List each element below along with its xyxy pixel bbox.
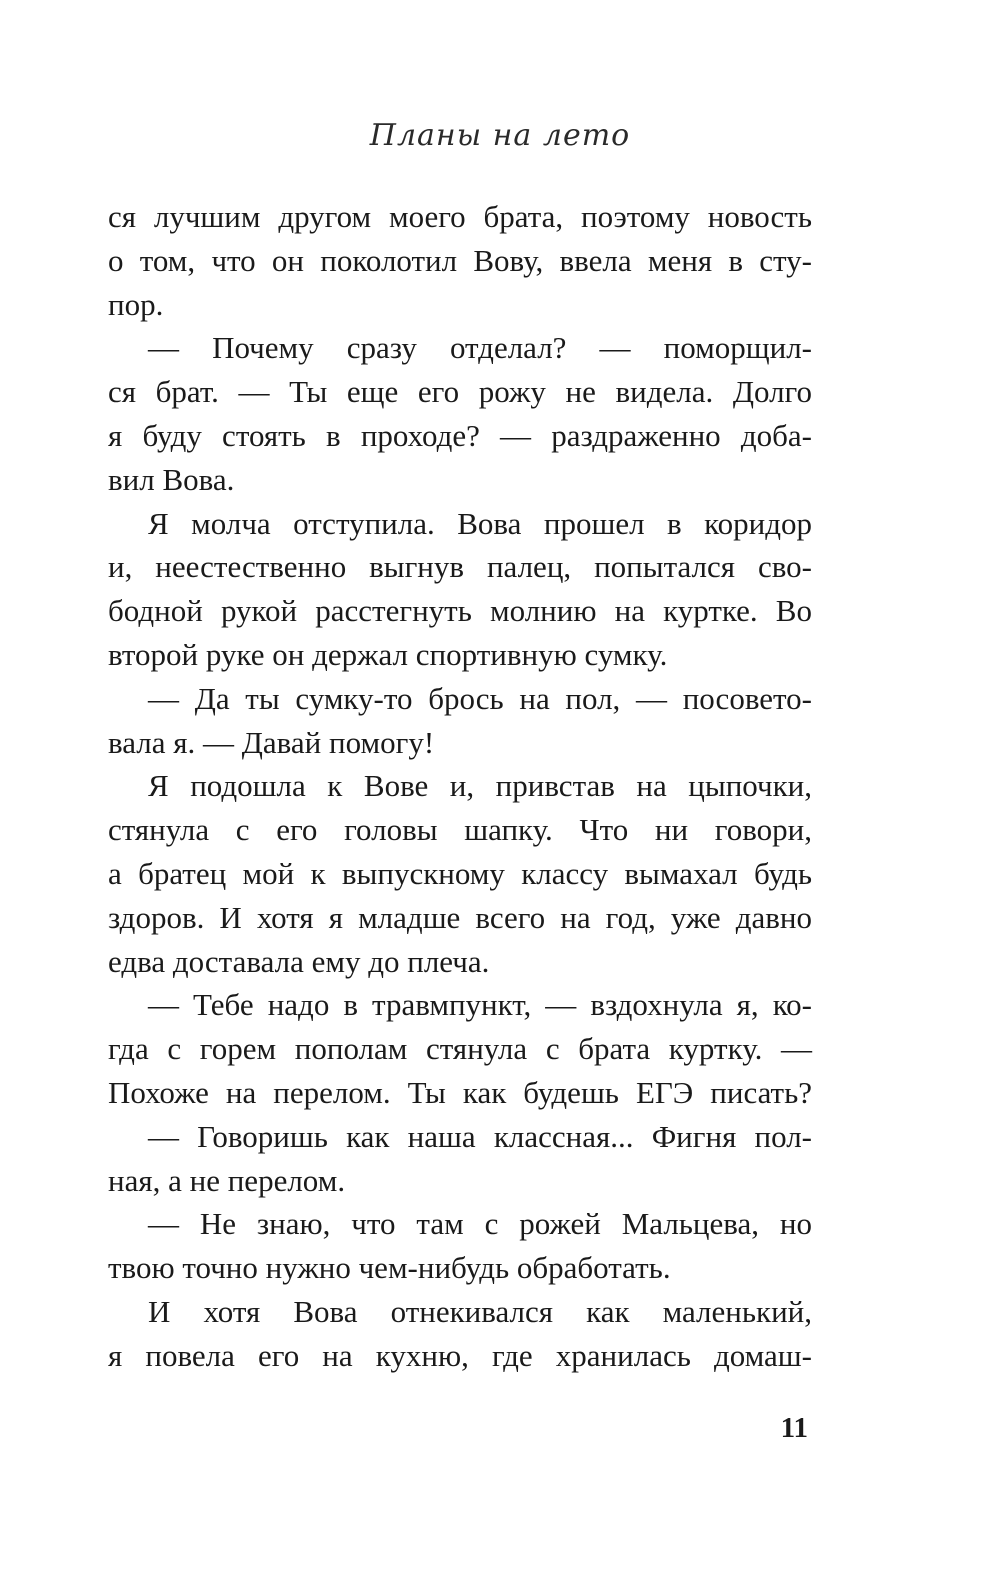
- text-line: второй руке он держал спортивную сумку.: [108, 636, 668, 672]
- text-line: ся лучшим другом моего брата, поэтому новость: [108, 199, 812, 234]
- body-text: [108, 195, 812, 1378]
- text-line: И хотя Вова отнекивался как маленький,: [148, 1293, 812, 1329]
- text-line: — Не знаю, что там с рожей Мальцева, но: [148, 1206, 812, 1242]
- text-line: — Тебе надо в травмпункт, — вздохнула я, ко-: [148, 987, 812, 1023]
- text-line: ся брат. — Ты еще его рожу не видела. Долго: [108, 374, 812, 410]
- text-line: — Да ты сумку-то брось на пол, — посовето-: [148, 680, 812, 716]
- running-header: Планы на лето: [369, 118, 631, 153]
- text-line: и, неестественно выгнув палец, попытался сво-: [108, 549, 812, 585]
- text-line: пор.: [108, 286, 164, 322]
- text-line: Я молча отступила. Вова прошел в коридор: [148, 505, 812, 541]
- text-line: здоров. И хотя я младше всего на год, уже давно: [108, 899, 812, 935]
- text-line: ная, а не перелом.: [108, 1162, 346, 1198]
- text-line: Я подошла к Вове и, привстав на цыпочки,: [148, 768, 812, 804]
- text-line: едва доставала ему до плеча.: [108, 943, 490, 979]
- text-line: я буду стоять в проходе? — раздраженно доба-: [108, 417, 812, 453]
- text-line: бодной рукой расстегнуть молнию на куртке. Во: [108, 593, 812, 629]
- text-line: Похоже на перелом. Ты как будешь ЕГЭ писать?: [108, 1074, 812, 1110]
- text-line: вала я. — Давай помогу!: [108, 724, 435, 760]
- text-line: а братец мой к выпускному классу вымахал будь: [108, 855, 812, 891]
- page-number: 11: [780, 1412, 808, 1444]
- text-line: я повела его на кухню, где хранилась домаш-: [108, 1337, 812, 1373]
- text-line: вил Вова.: [108, 461, 235, 497]
- text-line: — Почему сразу отделал? — поморщил-: [148, 330, 812, 366]
- text-line: стянула с его головы шапку. Что ни говори,: [108, 812, 812, 848]
- text-line: о том, что он поколотил Вову, ввела меня в сту-: [108, 242, 812, 278]
- text-line: — Говоришь как наша классная... Фигня пол-: [148, 1118, 812, 1154]
- text-line: твою точно нужно чем-нибудь обработать.: [108, 1250, 671, 1286]
- text-line: гда с горем пополам стянула с брата куртку. —: [108, 1031, 812, 1067]
